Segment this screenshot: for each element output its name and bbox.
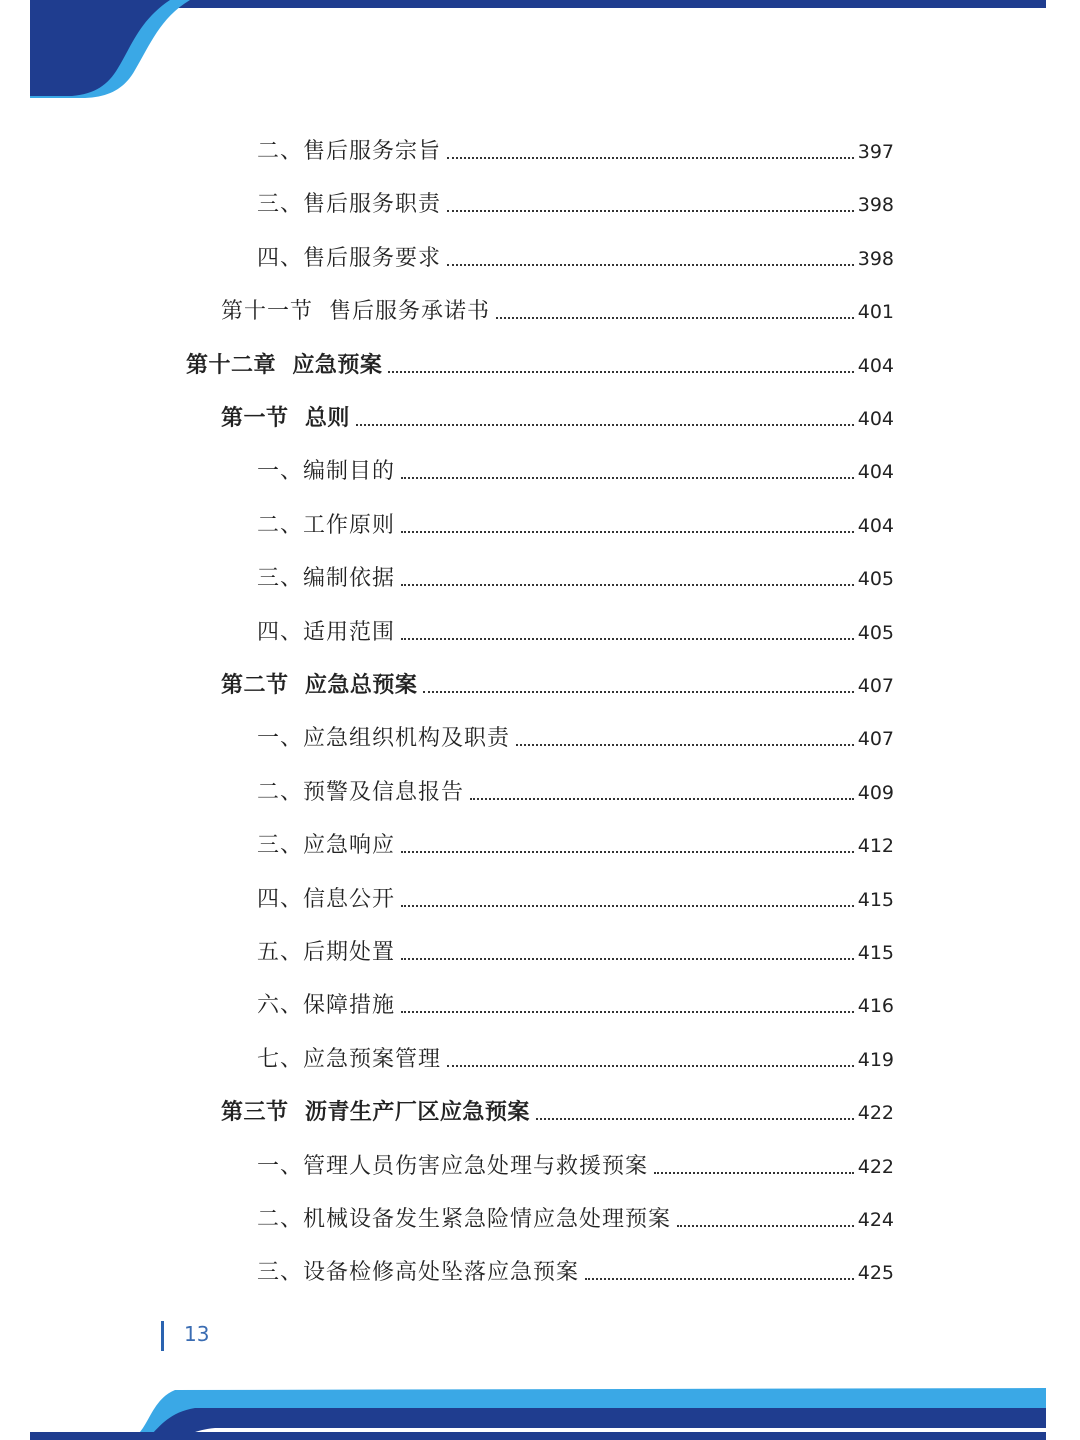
toc-entry[interactable] <box>257 827 894 861</box>
footer-decoration <box>0 1380 1080 1440</box>
toc-entry-page: 425 <box>857 1262 894 1284</box>
toc-entry-page: 409 <box>857 782 894 804</box>
toc-dot-leader <box>356 423 854 426</box>
toc-entry[interactable] <box>257 240 894 274</box>
toc-dot-leader <box>447 156 854 159</box>
toc-entry-page: 415 <box>857 942 894 964</box>
footer-bottom-navy-bar <box>30 1432 1046 1440</box>
toc-dot-leader <box>585 1277 854 1280</box>
toc-entry[interactable] <box>186 347 894 381</box>
toc-dot-leader <box>447 263 854 266</box>
toc-entry-title: 七、应急预案管理 <box>257 1047 442 1072</box>
toc-entry[interactable] <box>257 934 894 968</box>
toc-entry-page: 404 <box>857 461 894 483</box>
toc-entry[interactable] <box>257 881 894 915</box>
toc-entry-title: 三、售后服务职责 <box>257 192 442 217</box>
toc-entry-title: 六、保障措施 <box>257 993 396 1018</box>
toc-entry-title: 二、售后服务宗旨 <box>257 139 442 164</box>
toc-entry-title: 三、编制依据 <box>257 566 396 591</box>
toc-entry[interactable] <box>257 720 894 754</box>
toc-dot-leader <box>654 1171 854 1174</box>
toc-entry[interactable] <box>257 186 894 220</box>
toc-entry[interactable] <box>257 1041 894 1075</box>
toc-dot-leader <box>516 743 854 746</box>
toc-entry-title: 二、预警及信息报告 <box>257 780 465 805</box>
toc-entry[interactable] <box>257 1254 894 1288</box>
toc-dot-leader <box>447 1064 854 1067</box>
toc-entry-title: 二、工作原则 <box>257 513 396 538</box>
toc-entry[interactable] <box>257 1148 894 1182</box>
toc-dot-leader <box>401 957 854 960</box>
toc-dot-leader <box>401 850 854 853</box>
toc-entry-title: 二、机械设备发生紧急险情应急处理预案 <box>257 1207 672 1232</box>
toc-entry-title: 四、适用范围 <box>257 620 396 645</box>
toc-entry-page: 401 <box>857 301 894 323</box>
header-navy-wave <box>30 0 170 96</box>
toc-dot-leader <box>401 476 854 479</box>
toc-entry-page: 397 <box>857 141 894 163</box>
toc-entry[interactable] <box>257 560 894 594</box>
toc-entry-title: 第十二章 应急预案 <box>186 353 383 378</box>
toc-entry-title: 第三节 沥青生产厂区应急预案 <box>221 1100 530 1125</box>
toc-entry[interactable] <box>221 293 894 327</box>
toc-entry-page: 398 <box>857 194 894 216</box>
toc-entry[interactable] <box>221 400 894 434</box>
toc-entry-title: 一、编制目的 <box>257 459 396 484</box>
toc-dot-leader <box>388 370 853 373</box>
page-number-divider <box>161 1321 164 1351</box>
toc-dot-leader <box>401 530 854 533</box>
toc-entry-page: 407 <box>857 728 894 750</box>
toc-entry-title: 一、应急组织机构及职责 <box>257 726 511 751</box>
toc-entry[interactable] <box>257 614 894 648</box>
toc-dot-leader <box>401 583 854 586</box>
toc-entry-page: 404 <box>857 408 894 430</box>
toc-entry-page: 398 <box>857 248 894 270</box>
toc-entry[interactable] <box>257 453 894 487</box>
toc-entry-title: 五、后期处置 <box>257 940 396 965</box>
toc-entry-title: 第十一节 售后服务承诺书 <box>221 299 490 324</box>
toc-dot-leader <box>401 1010 854 1013</box>
toc-entry[interactable] <box>221 667 894 701</box>
toc-entry-page: 412 <box>857 835 894 857</box>
toc-entry-page: 419 <box>857 1049 894 1071</box>
toc-entry-title: 一、管理人员伤害应急处理与救援预案 <box>257 1154 649 1179</box>
header-decoration <box>0 0 1080 110</box>
toc-entry-page: 422 <box>857 1102 894 1124</box>
toc-entry-title: 四、信息公开 <box>257 887 396 912</box>
toc-dot-leader <box>496 316 854 319</box>
toc-dot-leader <box>470 797 854 800</box>
toc-dot-leader <box>447 209 854 212</box>
toc-entry-title: 三、应急响应 <box>257 833 396 858</box>
toc-entry-page: 416 <box>857 995 894 1017</box>
toc-entry-title: 第二节 应急总预案 <box>221 673 418 698</box>
toc-entry-page: 415 <box>857 889 894 911</box>
toc-dot-leader <box>401 637 854 640</box>
toc-entry-page: 422 <box>857 1156 894 1178</box>
toc-entry-title: 四、售后服务要求 <box>257 246 442 271</box>
toc-dot-leader <box>423 690 853 693</box>
toc-entry[interactable] <box>257 1201 894 1235</box>
toc-entry-page: 404 <box>857 355 894 377</box>
toc-entry-page: 424 <box>857 1209 894 1231</box>
toc-dot-leader <box>677 1224 854 1227</box>
toc-entry[interactable] <box>257 987 894 1021</box>
toc-entry[interactable] <box>221 1094 894 1128</box>
toc-dot-leader <box>401 904 854 907</box>
page-number: 13 <box>184 1322 210 1346</box>
toc-entry[interactable] <box>257 507 894 541</box>
toc-entry-page: 405 <box>857 622 894 644</box>
toc-dot-leader <box>536 1117 854 1120</box>
toc-entry-page: 404 <box>857 515 894 537</box>
toc-entry[interactable] <box>257 774 894 808</box>
toc-entry-page: 405 <box>857 568 894 590</box>
toc-entry[interactable] <box>257 133 894 167</box>
toc-entry-title: 三、设备检修高处坠落应急预案 <box>257 1260 580 1285</box>
toc-entry-page: 407 <box>857 675 894 697</box>
toc-entry-title: 第一节 总则 <box>221 406 350 431</box>
